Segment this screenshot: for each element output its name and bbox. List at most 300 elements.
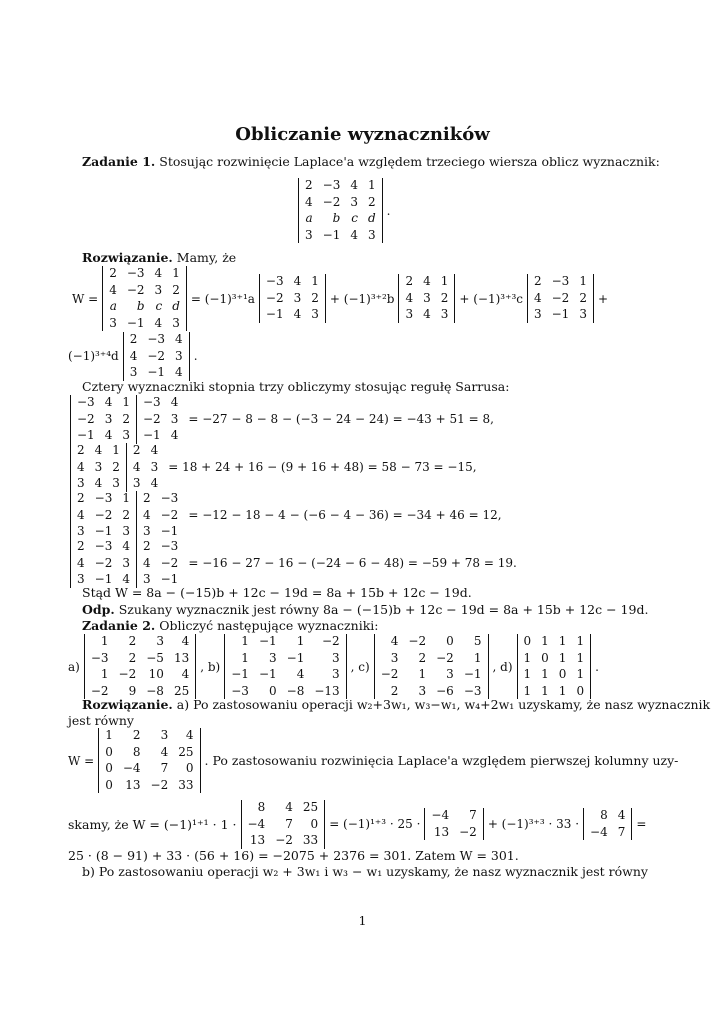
- matrix-cell: 4: [405, 290, 414, 305]
- term-d: (−1)³⁺⁴d: [68, 349, 119, 364]
- matrix-cell: −2: [275, 833, 293, 847]
- sarrus-1-matrix: [70, 395, 136, 444]
- matrix-cell: 0: [185, 761, 194, 775]
- matrix-cell: 4: [94, 476, 103, 490]
- matrix-cell: 3: [269, 650, 277, 665]
- matrix-cell: 0: [541, 650, 549, 665]
- matrix-cell: 1: [418, 667, 427, 681]
- matrix-cell: −2: [94, 555, 113, 570]
- matrix-cell: 2: [128, 634, 137, 648]
- matrix-cell: −2: [94, 507, 113, 522]
- matrix-cell: 4: [94, 443, 103, 457]
- matrix-cell: 1: [558, 683, 567, 698]
- matrix-cell: −2: [322, 194, 341, 209]
- matrix-cell: 3: [94, 459, 103, 474]
- matrix-cell: 25: [173, 683, 190, 698]
- matrix-cell: 3: [77, 524, 85, 538]
- task2-a-matrix: [84, 634, 196, 699]
- stad-line: Stąd W = 8a − (−15)b + 12c − 19d = 8a + 15b + 12c − 19d.: [82, 585, 472, 600]
- sol2-2x2-a: [424, 808, 483, 840]
- sol2-3x3-matrix: [241, 800, 326, 849]
- matrix-cell: −3: [147, 332, 166, 346]
- task2-period: .: [595, 659, 599, 674]
- sarrus-3-result: = −12 − 18 − 4 − (−6 − 4 − 36) = −34 + 46 = 12,: [188, 508, 502, 523]
- sol2-line2: jest równy: [68, 713, 134, 728]
- matrix-cell: 1: [296, 634, 305, 648]
- matrix-cell: 3: [160, 728, 169, 742]
- matrix-cell: 1: [122, 395, 130, 409]
- matrix-cell: 4: [350, 227, 358, 242]
- matrix-cell: 4: [423, 274, 431, 289]
- matrix-cell: 2: [77, 491, 85, 505]
- term-b: + (−1)³⁺²b: [329, 291, 395, 306]
- task1-statement: [82, 154, 660, 170]
- matrix-cell: 4: [122, 539, 130, 553]
- sol2-line1: [82, 697, 710, 713]
- matrix-cell: 3: [332, 650, 340, 665]
- matrix-cell: 3: [579, 307, 587, 322]
- sol2-line1-text: a) Po zastosowaniu operacji w₂+3w₁, w₃−w₁, w₄+2w₁ uzyskamy, że nasz wyznacznik: [176, 697, 711, 712]
- sol2-b-line: b) Po zastosowaniu operacji w₂ + 3w₁ i w₃ − w₁ uzyskamy, że nasz wyznacznik jest równy: [82, 864, 648, 879]
- matrix-cell: 1: [576, 667, 585, 681]
- task2-a-label: a): [68, 659, 80, 674]
- task2-statement: [82, 618, 378, 634]
- page-number: 1: [358, 913, 367, 928]
- matrix-cell: −3: [322, 178, 341, 192]
- matrix-cell: −1: [160, 572, 179, 586]
- matrix-cell: 3: [122, 555, 130, 570]
- matrix-cell: 4: [77, 459, 85, 474]
- sol2-expansion-row: [68, 800, 650, 849]
- task2-determinants-row: [68, 634, 603, 699]
- sarrus-2-matrix: [70, 443, 126, 492]
- matrix-cell: 2: [533, 274, 542, 289]
- matrix-cell: −3: [126, 266, 145, 280]
- minor-b: [398, 274, 455, 323]
- task2-c-matrix: [374, 634, 489, 699]
- matrix-cell: 7: [617, 824, 626, 839]
- matrix-cell: 0: [269, 683, 277, 698]
- matrix-cell: 4: [160, 744, 169, 759]
- matrix-cell: 0: [558, 667, 567, 681]
- sol1-intro: [82, 250, 236, 266]
- matrix-cell: c: [351, 211, 358, 225]
- sarrus-4: [70, 539, 521, 588]
- matrix-cell: −2: [160, 507, 179, 522]
- matrix-cell: 4: [181, 667, 190, 681]
- matrix-cell: −1: [160, 524, 179, 538]
- matrix-cell: −2: [265, 290, 284, 305]
- matrix-cell: −1: [265, 307, 284, 322]
- matrix-cell: b: [136, 299, 145, 313]
- task1-matrix: [298, 178, 383, 243]
- sarrus-1: [70, 395, 498, 444]
- sarrus-2-result: = 18 + 24 + 16 − (9 + 16 + 48) = 58 − 73 = −15,: [168, 460, 477, 475]
- matrix-cell: 1: [241, 650, 249, 665]
- matrix-cell: 4: [142, 555, 151, 570]
- matrix-cell: 2: [405, 274, 414, 289]
- matrix-cell: 4: [154, 315, 163, 330]
- sol2-w-matrix: [98, 728, 200, 793]
- answer-text: Szukany wyznacznik jest równy 8a − (−15)b + 12c − 19d = 8a + 15b + 12c − 19d.: [118, 602, 649, 617]
- matrix-cell: 3: [170, 411, 179, 426]
- w-matrix: [102, 266, 187, 331]
- matrix-cell: 4: [533, 290, 542, 305]
- w-equals: W =: [72, 291, 99, 306]
- matrix-cell: 4: [132, 459, 141, 474]
- matrix-cell: −3: [94, 491, 113, 505]
- matrix-cell: 4: [104, 395, 113, 409]
- matrix-cell: 1: [112, 443, 120, 457]
- matrix-cell: 1: [122, 491, 130, 505]
- matrix-cell: 1: [100, 667, 109, 681]
- matrix-cell: 2: [305, 178, 313, 192]
- matrix-cell: 3: [109, 315, 117, 330]
- matrix-cell: 7: [469, 808, 477, 823]
- matrix-cell: −3: [160, 539, 179, 553]
- matrix-cell: 1: [473, 650, 482, 665]
- task1-label: Zadanie 1.: [82, 154, 156, 169]
- matrix-cell: 3: [423, 290, 431, 305]
- matrix-cell: −2: [459, 824, 477, 839]
- matrix-cell: 25: [302, 800, 319, 814]
- sol2-result: 25 · (8 − 91) + 33 · (56 + 16) = −2075 + 2376 = 301. Zatem W = 301.: [68, 848, 519, 863]
- matrix-cell: 1: [311, 274, 319, 289]
- matrix-cell: −3: [77, 395, 95, 409]
- matrix-cell: −2: [118, 667, 137, 681]
- sol2-label: Rozwiązanie.: [82, 697, 173, 712]
- matrix-cell: −8: [286, 683, 305, 698]
- matrix-cell: 3: [293, 290, 302, 305]
- sarrus-intro: Cztery wyznaczniki stopnia trzy obliczymy stosując regułę Sarrusa:: [82, 379, 510, 394]
- sarrus-1-result: = −27 − 8 − 8 − (−3 − 24 − 24) = −43 + 51 = 8,: [188, 412, 494, 427]
- matrix-cell: −2: [321, 634, 340, 648]
- matrix-cell: −3: [551, 274, 570, 289]
- matrix-cell: 2: [172, 282, 180, 297]
- matrix-cell: 2: [128, 650, 137, 665]
- matrix-cell: 2: [122, 507, 130, 522]
- matrix-cell: 2: [418, 650, 427, 665]
- matrix-cell: 4: [150, 443, 159, 457]
- matrix-cell: 2: [77, 443, 85, 457]
- matrix-cell: 1: [241, 634, 249, 648]
- matrix-cell: −2: [142, 411, 161, 426]
- matrix-cell: 2: [368, 194, 376, 209]
- matrix-cell: 3: [311, 307, 319, 322]
- matrix-cell: 3: [122, 428, 130, 442]
- task1-period: .: [386, 203, 391, 218]
- term-c: + (−1)³⁺³c: [459, 291, 523, 306]
- matrix-cell: 3: [405, 307, 414, 322]
- matrix-cell: 2: [112, 459, 120, 474]
- matrix-cell: 4: [296, 667, 305, 681]
- sol2-w-row: [68, 728, 682, 793]
- matrix-cell: 2: [77, 539, 85, 553]
- matrix-cell: 2: [440, 290, 449, 305]
- matrix-cell: a: [305, 211, 313, 225]
- matrix-cell: 3: [172, 315, 180, 330]
- sol2-w-equals: W =: [68, 753, 95, 768]
- matrix-cell: 3: [390, 650, 399, 665]
- matrix-cell: 1: [172, 266, 180, 280]
- sarrus-4-result: = −16 − 27 − 16 − (−24 − 6 − 48) = −59 + 78 = 19.: [188, 556, 517, 571]
- matrix-cell: 25: [178, 744, 194, 759]
- matrix-cell: −13: [314, 683, 340, 698]
- matrix-cell: −1: [551, 307, 570, 322]
- matrix-cell: 3: [305, 227, 313, 242]
- matrix-cell: −2: [147, 348, 166, 363]
- matrix-cell: −1: [286, 650, 305, 665]
- matrix-cell: 0: [446, 634, 454, 648]
- sarrus-2: [70, 443, 481, 492]
- matrix-cell: −2: [408, 634, 427, 648]
- matrix-cell: 2: [311, 290, 319, 305]
- matrix-cell: 3: [150, 459, 159, 474]
- matrix-cell: 2: [142, 491, 151, 505]
- sol2-2x2-b: [583, 808, 632, 840]
- matrix-cell: 8: [257, 800, 266, 814]
- matrix-cell: 4: [293, 274, 302, 289]
- matrix-cell: 3: [533, 307, 542, 322]
- matrix-cell: 3: [77, 476, 85, 490]
- matrix-cell: −8: [146, 683, 164, 698]
- matrix-cell: c: [155, 299, 163, 313]
- matrix-cell: 4: [175, 365, 183, 379]
- matrix-cell: −2: [150, 777, 169, 792]
- sol2-mid: = (−1)¹⁺³ · 25 ·: [329, 817, 421, 832]
- matrix-cell: −2: [126, 282, 145, 297]
- matrix-cell: b: [332, 211, 341, 225]
- matrix-cell: 1: [523, 650, 532, 665]
- matrix-cell: 4: [170, 395, 179, 409]
- matrix-cell: 3: [142, 524, 151, 538]
- matrix-cell: 3: [104, 411, 113, 426]
- matrix-cell: −3: [231, 683, 249, 698]
- matrix-cell: 4: [305, 194, 313, 209]
- matrix-cell: 33: [302, 833, 319, 847]
- matrix-cell: 3: [129, 365, 138, 379]
- matrix-cell: −2: [77, 411, 95, 426]
- matrix-cell: 4: [142, 507, 151, 522]
- minor-a: [259, 274, 326, 323]
- matrix-cell: 4: [109, 282, 117, 297]
- sol2-eq-end: =: [636, 817, 647, 832]
- matrix-cell: 4: [122, 572, 130, 586]
- matrix-cell: −1: [142, 428, 161, 442]
- matrix-cell: 1: [558, 650, 567, 665]
- matrix-cell: 4: [129, 348, 138, 363]
- matrix-cell: a: [109, 299, 117, 313]
- matrix-cell: 1: [368, 178, 376, 192]
- matrix-cell: 10: [148, 667, 164, 681]
- sol2-after-w: . Po zastosowaniu rozwinięcia Laplace'a względem pierwszej kolumny uzy-: [204, 753, 679, 768]
- matrix-cell: −3: [463, 683, 482, 698]
- sarrus-4-ext: [136, 539, 184, 588]
- matrix-cell: −2: [90, 683, 109, 698]
- matrix-cell: 7: [160, 761, 169, 775]
- matrix-cell: 3: [156, 634, 164, 648]
- task2-label: Zadanie 2.: [82, 618, 156, 633]
- matrix-cell: −1: [147, 365, 166, 379]
- matrix-cell: 3: [132, 476, 141, 490]
- matrix-cell: 1: [523, 683, 532, 698]
- matrix-cell: −3: [160, 491, 179, 505]
- matrix-cell: 0: [576, 683, 585, 698]
- matrix-cell: −3: [90, 650, 109, 665]
- matrix-cell: 4: [77, 507, 85, 522]
- task2-d-matrix: [517, 634, 592, 699]
- matrix-cell: 1: [541, 683, 549, 698]
- matrix-cell: −4: [590, 824, 608, 839]
- matrix-cell: −2: [160, 555, 179, 570]
- matrix-cell: 4: [617, 808, 626, 823]
- matrix-cell: 3: [112, 476, 120, 490]
- matrix-cell: 1: [105, 728, 113, 742]
- task2-b-label: , b): [200, 659, 221, 674]
- matrix-cell: 3: [154, 282, 163, 297]
- matrix-cell: 0: [105, 777, 113, 792]
- matrix-cell: 13: [433, 824, 450, 839]
- sol1-label: Rozwiązanie.: [82, 250, 173, 265]
- matrix-cell: 8: [600, 808, 608, 823]
- matrix-cell: 3: [77, 572, 85, 586]
- matrix-cell: 4: [181, 634, 190, 648]
- matrix-cell: 4: [390, 634, 399, 648]
- matrix-cell: 3: [332, 667, 340, 681]
- matrix-cell: 13: [125, 777, 141, 792]
- term-a: = (−1)³⁺¹a: [190, 291, 255, 306]
- plus-sign: +: [597, 291, 609, 306]
- matrix-cell: −1: [258, 667, 277, 681]
- sol1-intro-text: Mamy, że: [176, 250, 237, 265]
- matrix-cell: −2: [380, 667, 399, 681]
- task2-text: Obliczyć następujące wyznaczniki:: [159, 618, 379, 633]
- matrix-cell: 2: [129, 332, 138, 346]
- matrix-cell: 4: [154, 266, 163, 280]
- matrix-cell: 3: [122, 524, 130, 538]
- matrix-cell: −4: [247, 816, 266, 831]
- answer-line: [82, 602, 648, 618]
- answer-label: Odp.: [82, 602, 115, 617]
- matrix-cell: 3: [350, 194, 358, 209]
- matrix-cell: 2: [132, 443, 141, 457]
- matrix-cell: 9: [128, 683, 137, 698]
- matrix-cell: 7: [285, 816, 293, 831]
- sarrus-3-matrix: [70, 491, 136, 540]
- matrix-cell: −1: [126, 315, 145, 330]
- minor-c: [527, 274, 594, 323]
- matrix-cell: 1: [440, 274, 449, 289]
- sarrus-2-ext: [126, 443, 164, 492]
- matrix-cell: 3: [175, 348, 183, 363]
- matrix-cell: −1: [94, 572, 113, 586]
- matrix-cell: −1: [322, 227, 341, 242]
- matrix-cell: 4: [350, 178, 358, 192]
- term-d-period: .: [193, 349, 198, 364]
- matrix-cell: 1: [100, 634, 109, 648]
- matrix-cell: 0: [105, 761, 113, 775]
- matrix-cell: 1: [541, 634, 549, 648]
- matrix-cell: −1: [94, 524, 113, 538]
- matrix-cell: −5: [146, 650, 164, 665]
- matrix-cell: −4: [122, 761, 141, 775]
- matrix-cell: −2: [436, 650, 454, 665]
- task1-text: Stosując rozwinięcie Laplace'a względem trzeciego wiersza oblicz wyznacznik:: [159, 154, 660, 169]
- sol2-mid2: + (−1)³⁺³ · 33 ·: [487, 817, 580, 832]
- matrix-cell: 0: [310, 816, 319, 831]
- matrix-cell: 2: [109, 266, 117, 280]
- matrix-cell: 2: [132, 728, 141, 742]
- matrix-cell: 33: [178, 777, 194, 792]
- matrix-cell: 5: [473, 634, 482, 648]
- matrix-cell: 4: [423, 307, 431, 322]
- matrix-cell: 4: [170, 428, 179, 442]
- matrix-cell: 3: [142, 572, 151, 586]
- matrix-cell: −1: [463, 667, 482, 681]
- matrix-cell: 4: [104, 428, 113, 442]
- matrix-cell: 1: [576, 650, 585, 665]
- sarrus-1-ext: [136, 395, 184, 444]
- sol1-expansion-row: [68, 266, 612, 331]
- sarrus-4-matrix: [70, 539, 136, 588]
- matrix-cell: −3: [142, 395, 161, 409]
- page-title: Obliczanie wyznaczników: [235, 124, 490, 145]
- matrix-cell: −3: [265, 274, 284, 289]
- matrix-cell: −2: [551, 290, 570, 305]
- matrix-cell: 1: [523, 667, 532, 681]
- matrix-cell: 2: [579, 290, 587, 305]
- matrix-cell: −6: [436, 683, 454, 698]
- matrix-cell: 4: [175, 332, 183, 346]
- matrix-cell: 4: [285, 800, 293, 814]
- task1-determinant-row: [298, 178, 395, 243]
- matrix-cell: 1: [541, 667, 549, 681]
- matrix-cell: 2: [390, 683, 399, 698]
- matrix-cell: −3: [94, 539, 113, 553]
- matrix-cell: −1: [77, 428, 95, 442]
- matrix-cell: 8: [132, 744, 141, 759]
- sol2-skamy: skamy, że W = (−1)¹⁺¹ · 1 ·: [68, 816, 237, 832]
- matrix-cell: −1: [258, 634, 277, 648]
- matrix-cell: 13: [249, 833, 266, 847]
- matrix-cell: 1: [558, 634, 567, 648]
- matrix-cell: 3: [446, 667, 454, 681]
- sarrus-3: [70, 491, 506, 540]
- matrix-cell: 3: [368, 227, 376, 242]
- task2-b-matrix: [224, 634, 346, 699]
- matrix-cell: 0: [523, 634, 532, 648]
- minor-d: [123, 332, 190, 381]
- matrix-cell: 1: [576, 634, 585, 648]
- matrix-cell: −1: [231, 667, 249, 681]
- matrix-cell: 3: [440, 307, 449, 322]
- sol1-term-d-row: [68, 332, 202, 381]
- matrix-cell: 4: [77, 555, 85, 570]
- task2-d-label: , d): [492, 659, 513, 674]
- matrix-cell: −4: [431, 808, 450, 823]
- matrix-cell: 3: [418, 683, 427, 698]
- matrix-cell: 2: [122, 411, 130, 426]
- matrix-cell: 4: [293, 307, 302, 322]
- matrix-cell: d: [367, 211, 376, 225]
- matrix-cell: d: [172, 299, 180, 313]
- task2-c-label: , c): [350, 659, 370, 674]
- matrix-cell: 13: [173, 650, 190, 665]
- sarrus-3-ext: [136, 491, 184, 540]
- matrix-cell: 4: [150, 476, 159, 490]
- matrix-cell: 2: [142, 539, 151, 553]
- matrix-cell: 1: [579, 274, 587, 289]
